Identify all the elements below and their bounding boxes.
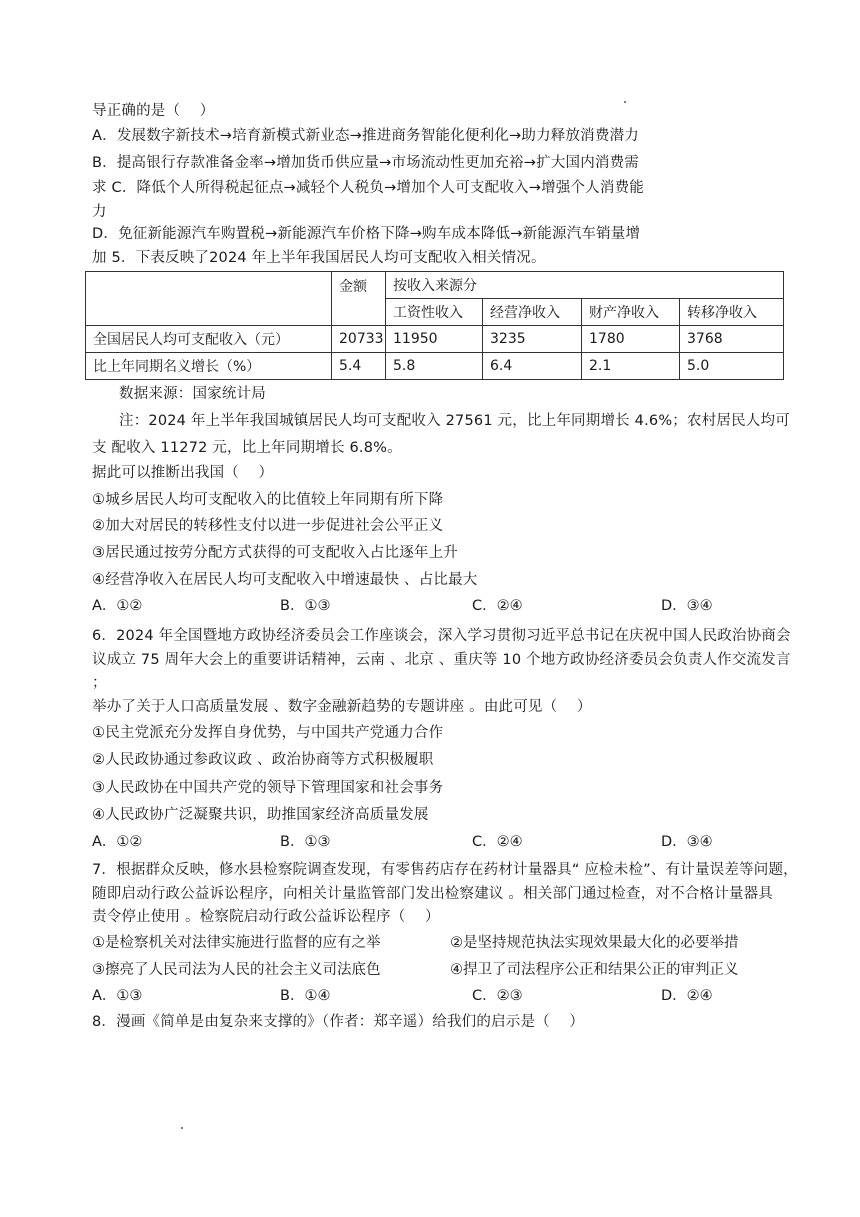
cell-transfer: 3768 — [680, 326, 784, 353]
q6-choice-a: A．①② — [92, 834, 143, 850]
header-wage-income: 工资性收入 — [386, 299, 483, 326]
row-label: 全国居民人均可支配收入（元） — [86, 326, 332, 353]
cell-wage: 5.8 — [386, 353, 483, 380]
scan-speck — [624, 101, 626, 103]
q7-item-4: ④捍卫了司法程序公正和结果公正的审判正义 — [450, 962, 739, 978]
q6-line2: 议成立 75 周年大会上的重要讲话精神，云南 、北京 、重庆等 10 个地方政协经济委员会负责人作交流发言 — [92, 652, 791, 668]
q5-choice-c: C．②④ — [472, 598, 523, 614]
q6-item-3: ③人民政协在中国共产党的领导下管理国家和社会事务 — [92, 780, 444, 796]
q7-line1: 7．根据群众反映，修水县检察院调查发现，有零售药店存在药材计量器具“ 应检未检”、有计量误差等问题， — [92, 862, 798, 878]
income-table — [85, 271, 784, 380]
q5-item-3: ③居民通过按劳分配方式获得的可支配收入占比逐年上升 — [92, 545, 458, 561]
q5-question: 据此可以推断出我国（ ） — [92, 465, 274, 481]
cell-transfer: 5.0 — [680, 353, 784, 380]
q4-option-a: A．发展数字新技术→培育新模式新业态→推进商务智能化便利化→助力释放消费潜力 — [92, 128, 639, 144]
row-label: 比上年同期名义增长（%） — [86, 353, 332, 380]
q5-data-source: 数据来源：国家统计局 — [119, 386, 266, 402]
header-property-income: 财产净收入 — [582, 299, 680, 326]
q6-item-4: ④人民政协广泛凝聚共识，助推国家经济高质量发展 — [92, 807, 429, 823]
q6-choice-c: C．②④ — [472, 834, 523, 850]
header-income-source: 按收入来源分 — [386, 272, 784, 299]
q4-option-b: B．提高银行存款准备金率→增加货币供应量→市场流动性更加充裕→扩大国内消费需 — [92, 155, 639, 171]
q5-item-4: ④经营净收入在居民人均可支配收入中增速最快 、占比最大 — [92, 572, 478, 588]
q5-choice-a: A．①② — [92, 598, 143, 614]
q7-choice-d: D．②④ — [661, 988, 713, 1004]
q7-line2: 随即启动行政公益诉讼程序，向相关计量监管部门发出检察建议 。相关部门通过检查，对不合格计量器具 — [92, 886, 774, 902]
q6-item-1: ①民主党派充分发挥自身优势，与中国共产党通力合作 — [92, 725, 444, 741]
q5-choice-b: B．①③ — [280, 598, 331, 614]
scan-speck — [181, 1127, 183, 1129]
q7-item-1: ①是检察机关对法律实施进行监督的应有之举 — [92, 935, 381, 951]
q7-choice-b: B．①④ — [280, 988, 331, 1004]
header-business-income: 经营净收入 — [483, 299, 582, 326]
q6-choice-d: D．③④ — [661, 834, 713, 850]
table-row — [86, 326, 784, 353]
cell-amount: 5.4 — [332, 353, 386, 380]
q7-item-3: ③擦亮了人民司法为人民的社会主义司法底色 — [92, 962, 381, 978]
q7-line3: 责令停止使用 。检察院启动行政公益诉讼程序（ ） — [92, 909, 440, 925]
q5-note-line2: 支 配收入 11272 元，比上年同期增长 6.8%。 — [92, 440, 402, 456]
q6-line3: ； — [92, 675, 107, 691]
cell-wage: 11950 — [386, 326, 483, 353]
q6-line1: 6．2024 年全国暨地方政协经济委员会工作座谈会，深入学习贯彻习近平总书记在庆祝中国人民政治协商会 — [92, 628, 791, 644]
q7-choice-a: A．①③ — [92, 988, 143, 1004]
q6-item-2: ②人民政协通过参政议政 、政治协商等方式积极履职 — [92, 752, 434, 768]
cell-business: 3235 — [483, 326, 582, 353]
cell-property: 1780 — [582, 326, 680, 353]
q5-stem: 加 5．下表反映了2024 年上半年我国居民人均可支配收入相关情况。 — [92, 250, 546, 266]
q5-item-2: ②加大对居民的转移性支付以进一步促进社会公平正义 — [92, 518, 444, 534]
header-amount: 金额 — [332, 272, 386, 326]
cell-property: 2.1 — [582, 353, 680, 380]
q7-item-2: ②是坚持规范执法实现效果最大化的必要举措 — [450, 935, 739, 951]
q4-stem-tail: 导正确的是（ ） — [92, 103, 215, 119]
q6-line4: 举办了关于人口高质量发展 、数字金融新趋势的专题讲座 。由此可见（ ） — [92, 699, 592, 715]
cell-business: 6.4 — [483, 353, 582, 380]
cell-amount: 20733 — [332, 326, 386, 353]
q5-note-line1: 注：2024 年上半年我国城镇居民人均可支配收入 27561 元，比上年同期增长 4.6%；农村居民人均可 — [119, 413, 790, 429]
q7-choice-c: C．②③ — [472, 988, 523, 1004]
table-corner-cell — [86, 272, 332, 326]
table-row — [86, 353, 784, 380]
q6-choice-b: B．①③ — [280, 834, 331, 850]
q5-item-1: ①城乡居民人均可支配收入的比值较上年同期有所下降 — [92, 492, 444, 508]
q4-option-c: 求 C．降低个人所得税起征点→减轻个人税负→增加个人可支配收入→增强个人消费能 — [92, 180, 644, 196]
q5-choice-d: D．③④ — [661, 598, 713, 614]
header-transfer-income: 转移净收入 — [680, 299, 784, 326]
q4-option-c-cont: 力 — [92, 204, 107, 220]
q8-line1: 8．漫画《简单是由复杂来支撑的》（作者：郑辛遥）给我们的启示是（ ） — [92, 1014, 585, 1030]
q4-option-d: D．免征新能源汽车购置税→新能源汽车价格下降→购车成本降低→新能源汽车销量增 — [92, 226, 641, 242]
